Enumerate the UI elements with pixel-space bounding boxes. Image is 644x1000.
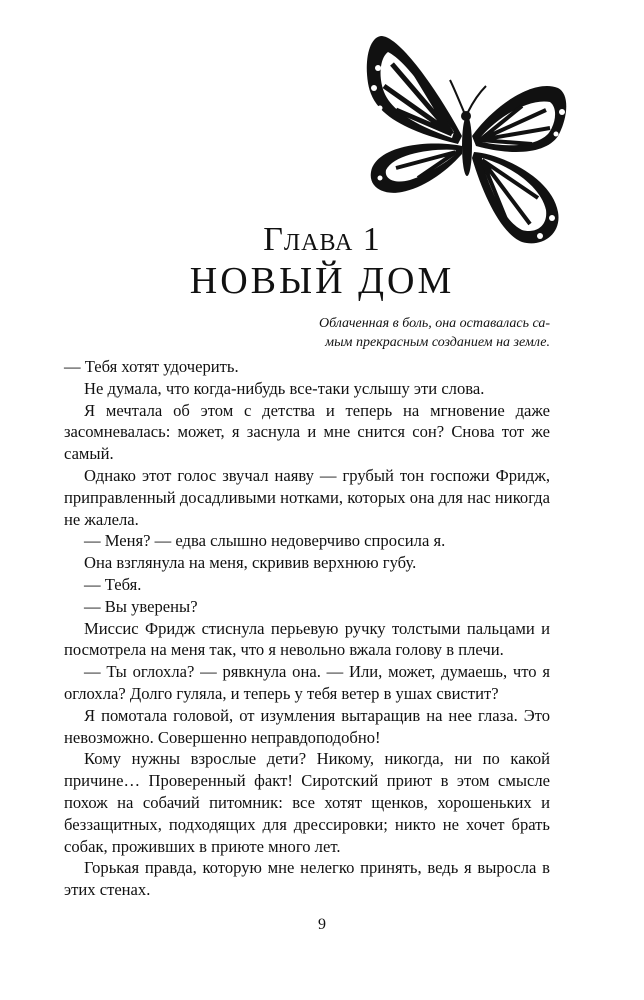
- epigraph-line: мым прекрасным созданием на земле.: [325, 335, 550, 350]
- chapter-title: НОВЫЙ ДОМ: [189, 260, 455, 302]
- paragraph: Миссис Фридж стиснула перьевую ручку толстыми пальцами и посмотрела на меня так, что я невольно вжала голову в плечи.: [64, 618, 550, 660]
- paragraph: — Тебя хотят удочерить.: [64, 357, 239, 376]
- chapter-body: [64, 356, 550, 901]
- paragraph: — Тебя.: [84, 574, 142, 594]
- page-number: 9: [318, 916, 326, 933]
- paragraph: Не думала, что когда-нибудь все-таки услышу эти слова.: [84, 378, 485, 398]
- epigraph: [282, 314, 550, 352]
- paragraph: — Ты оглохла? — рявкнула она. — Или, может, думаешь, что я оглохла? Долго гуляла, и теперь у тебя ветер в ушах свистит?: [64, 662, 550, 703]
- paragraph: Я помотала головой, от изумления вытаращив на нее глаза. Это невозможно. Совершенно неправдоподобно!: [64, 705, 550, 747]
- butterfly-illustration: [362, 28, 572, 250]
- paragraph: Я мечтала об этом с детства и теперь на мгновение даже засомневалась: может, я заснула и мне снится сон? Снова тот же самый.: [64, 400, 550, 464]
- paragraph: Она взглянула на меня, скривив верхнюю губу.: [84, 553, 417, 573]
- paragraph: Однако этот голос звучал наяву — грубый тон госпожи Фридж, приправленный досадливыми нотками, которых она для нас никогда не жалела.: [64, 465, 550, 529]
- paragraph: — Вы уверены?: [84, 596, 198, 616]
- chapter-label: Глава 1: [263, 221, 381, 258]
- paragraph: Кому нужны взрослые дети? Никому, никогда, ни по какой причине… Проверенный факт! Сиротский приют в этом смысле похож на собачий питомник: все хотят щенков, хорошеньких и беззащитных, подходящих для дрессировки; никто не хочет брать собак, проживших в приюте много лет.: [64, 749, 550, 856]
- paragraph: Горькая правда, которую мне нелегко принять, ведь я выросла в этих стенах.: [64, 858, 550, 900]
- epigraph-line: Облаченная в боль, она оставалась са-: [318, 316, 550, 331]
- paragraph: — Меня? — едва слышно недоверчиво спросила я.: [84, 531, 446, 551]
